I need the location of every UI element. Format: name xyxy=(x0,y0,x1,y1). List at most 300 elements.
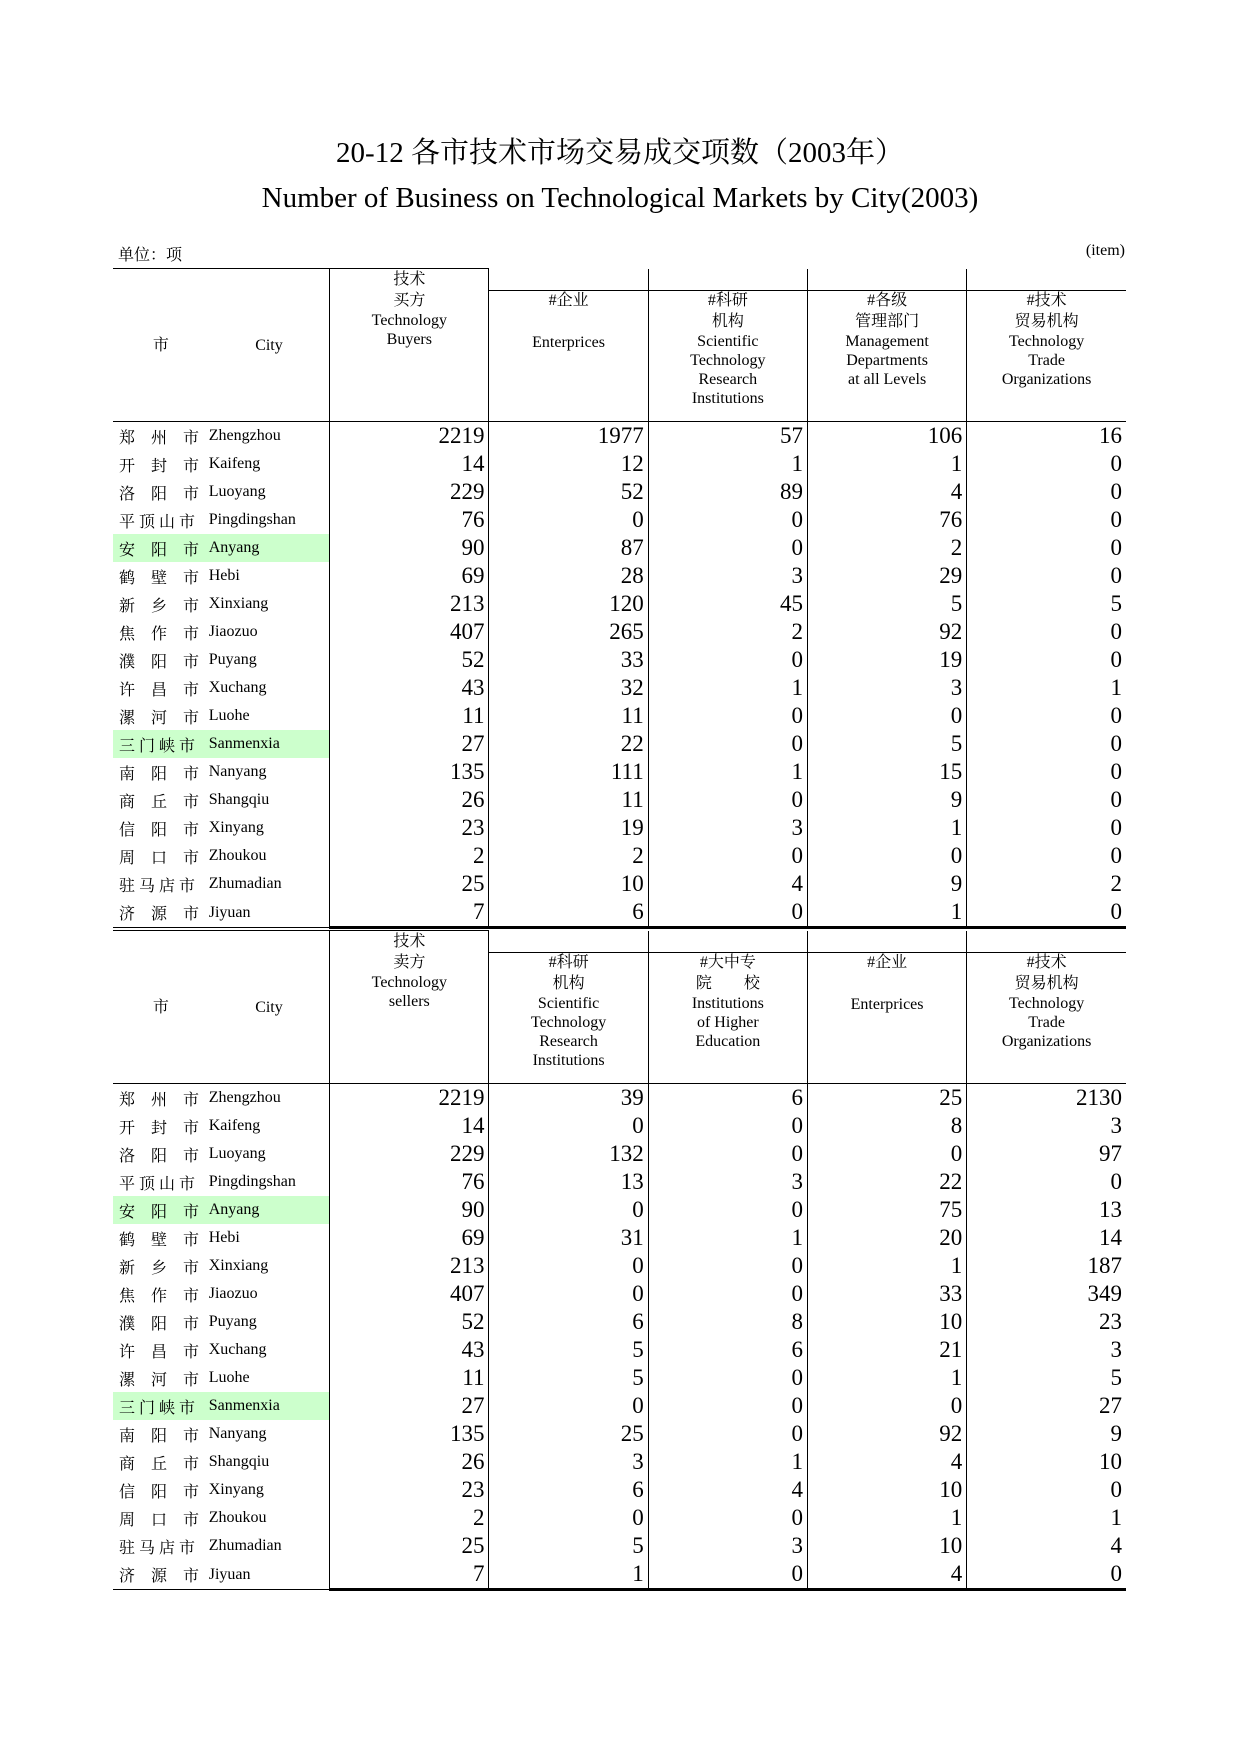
value-cell: 0 xyxy=(648,1252,807,1280)
value-cell: 33 xyxy=(807,1280,966,1308)
value-cell: 29 xyxy=(807,562,966,590)
value-cell: 213 xyxy=(330,1252,489,1280)
table-row xyxy=(113,1280,1126,1308)
city-name-en: Jiaozuo xyxy=(208,623,258,640)
value-cell: 0 xyxy=(967,730,1126,758)
value-cell: 0 xyxy=(648,534,807,562)
city-name-en: Xinxiang xyxy=(208,1257,269,1274)
value-cell: 52 xyxy=(330,1308,489,1336)
column-header-cn: 技术 买方 xyxy=(393,271,426,309)
value-cell: 0 xyxy=(967,506,1126,534)
column-header xyxy=(648,931,807,1084)
city-name-en: Luoyang xyxy=(208,483,266,500)
value-cell: 45 xyxy=(648,590,807,618)
value-cell: 5 xyxy=(489,1532,648,1560)
table-row xyxy=(113,814,1126,842)
value-cell: 4 xyxy=(648,1476,807,1504)
value-cell: 0 xyxy=(489,1112,648,1140)
value-cell: 9 xyxy=(807,870,966,898)
page-title-en: Number of Business on Technological Markets by City(2003) xyxy=(261,182,979,214)
table-row xyxy=(113,1308,1126,1336)
value-cell: 76 xyxy=(330,506,489,534)
city-name-en: Zhengzhou xyxy=(208,1089,281,1106)
city-name-cn: 信 阳 市 xyxy=(119,1483,200,1501)
value-cell: 10 xyxy=(967,1448,1126,1476)
value-cell: 135 xyxy=(330,758,489,786)
city-name-en: Zhoukou xyxy=(208,1509,267,1526)
value-cell: 27 xyxy=(330,1392,489,1420)
value-cell: 6 xyxy=(648,1336,807,1364)
column-header-en: Management Departments at all Levels xyxy=(845,332,929,388)
value-cell: 0 xyxy=(489,1504,648,1532)
value-cell: 0 xyxy=(967,562,1126,590)
value-cell: 3 xyxy=(807,674,966,702)
value-cell: 0 xyxy=(967,534,1126,562)
value-cell: 6 xyxy=(489,1308,648,1336)
value-cell: 19 xyxy=(489,814,648,842)
value-cell: 2219 xyxy=(330,422,489,451)
city-name-cn: 驻 马 店 市 xyxy=(119,877,196,895)
table-row xyxy=(113,1112,1126,1140)
value-cell: 6 xyxy=(648,1084,807,1113)
value-cell: 132 xyxy=(489,1140,648,1168)
value-cell: 265 xyxy=(489,618,648,646)
column-header-cn: #技术 贸易机构 xyxy=(1014,953,1079,992)
value-cell: 3 xyxy=(967,1112,1126,1140)
column-header-en: Scientific Technology Research Institutions xyxy=(690,332,766,407)
table-row xyxy=(113,450,1126,478)
column-header xyxy=(967,269,1126,422)
value-cell: 31 xyxy=(489,1224,648,1252)
column-header-en: Technology sellers xyxy=(371,974,447,1010)
table-row xyxy=(113,562,1126,590)
column-header-cn: #科研 机构 xyxy=(707,291,748,330)
value-cell: 57 xyxy=(648,422,807,451)
value-cell: 4 xyxy=(807,1448,966,1476)
table-row xyxy=(113,702,1126,730)
column-header xyxy=(330,269,489,422)
value-cell: 0 xyxy=(648,1196,807,1224)
city-name-en: Puyang xyxy=(208,651,257,668)
city-name-cn: 南 阳 市 xyxy=(119,765,200,783)
city-name-cn: 焦 作 市 xyxy=(119,625,200,643)
table-row xyxy=(113,1336,1126,1364)
value-cell: 1 xyxy=(807,1252,966,1280)
table-row xyxy=(113,1140,1126,1168)
value-cell: 0 xyxy=(489,506,648,534)
table-row xyxy=(113,1364,1126,1392)
table-row xyxy=(113,478,1126,506)
table-row xyxy=(113,1560,1126,1590)
city-name-en: Nanyang xyxy=(208,763,267,780)
city-name-en: Xinyang xyxy=(208,1481,264,1498)
city-name-cn: 南 阳 市 xyxy=(119,1427,200,1445)
value-cell: 1977 xyxy=(489,422,648,451)
value-cell: 11 xyxy=(330,702,489,730)
table-row xyxy=(113,674,1126,702)
value-cell: 4 xyxy=(807,478,966,506)
value-cell: 92 xyxy=(807,1420,966,1448)
value-cell: 2 xyxy=(330,842,489,870)
city-en-header: City xyxy=(209,931,330,1084)
value-cell: 1 xyxy=(807,1504,966,1532)
city-name-cn: 三 门 峡 市 xyxy=(113,730,209,758)
value-cell: 0 xyxy=(967,1168,1126,1196)
value-cell: 6 xyxy=(489,898,648,928)
column-header-cn: #技术 贸易机构 xyxy=(1014,291,1079,330)
value-cell: 0 xyxy=(648,702,807,730)
value-cell: 7 xyxy=(330,1560,489,1590)
city-name-en: Zhumadian xyxy=(208,1537,282,1554)
value-cell: 0 xyxy=(648,1140,807,1168)
value-cell: 89 xyxy=(648,478,807,506)
table-row xyxy=(113,786,1126,814)
value-cell: 213 xyxy=(330,590,489,618)
value-cell: 32 xyxy=(489,674,648,702)
table-row xyxy=(113,1504,1126,1532)
value-cell: 2 xyxy=(967,870,1126,898)
city-name-en: Kaifeng xyxy=(208,1117,261,1134)
value-cell: 10 xyxy=(807,1476,966,1504)
value-cell: 43 xyxy=(330,674,489,702)
value-cell: 11 xyxy=(489,786,648,814)
city-name-en: Xuchang xyxy=(208,1341,267,1358)
value-cell: 0 xyxy=(648,506,807,534)
city-name-cn: 洛 阳 市 xyxy=(119,485,200,503)
value-cell: 0 xyxy=(967,898,1126,928)
table-row xyxy=(113,1448,1126,1476)
page-title-cn: 20-12 各市技术市场交易成交项数（2003年） xyxy=(336,137,904,169)
city-name-en: Hebi xyxy=(208,1229,240,1246)
column-header-cn: #大中专 院 校 xyxy=(695,953,760,992)
value-cell: 0 xyxy=(967,814,1126,842)
value-cell: 5 xyxy=(807,590,966,618)
value-cell: 1 xyxy=(967,674,1126,702)
value-cell: 90 xyxy=(330,1196,489,1224)
table-row xyxy=(113,842,1126,870)
city-name-cn: 信 阳 市 xyxy=(119,821,200,839)
value-cell: 1 xyxy=(807,898,966,928)
value-cell: 25 xyxy=(330,870,489,898)
value-cell: 0 xyxy=(807,1140,966,1168)
value-cell: 407 xyxy=(330,1280,489,1308)
value-cell: 1 xyxy=(807,450,966,478)
value-cell: 0 xyxy=(967,618,1126,646)
value-cell: 229 xyxy=(330,478,489,506)
value-cell: 0 xyxy=(967,1560,1126,1590)
column-header xyxy=(489,931,648,1084)
column-header xyxy=(648,269,807,422)
city-name-en: Shangqiu xyxy=(208,1453,270,1470)
value-cell: 0 xyxy=(489,1280,648,1308)
value-cell: 111 xyxy=(489,758,648,786)
value-cell: 2130 xyxy=(967,1084,1126,1113)
value-cell: 33 xyxy=(489,646,648,674)
table-row xyxy=(113,758,1126,786)
value-cell: 12 xyxy=(489,450,648,478)
table-row xyxy=(113,590,1126,618)
city-name-cn: 许 昌 市 xyxy=(119,1343,200,1361)
value-cell: 23 xyxy=(967,1308,1126,1336)
value-cell: 5 xyxy=(489,1364,648,1392)
city-name-en: Pingdingshan xyxy=(208,511,296,528)
table-row xyxy=(113,1420,1126,1448)
value-cell: 11 xyxy=(489,702,648,730)
value-cell: 75 xyxy=(807,1196,966,1224)
value-cell: 3 xyxy=(648,814,807,842)
value-cell: 27 xyxy=(967,1392,1126,1420)
column-header-cn: #企业 xyxy=(548,291,589,309)
value-cell: 28 xyxy=(489,562,648,590)
value-cell: 0 xyxy=(967,1476,1126,1504)
value-cell: 0 xyxy=(967,450,1126,478)
city-name-en: Xinxiang xyxy=(208,595,269,612)
city-name-en: Hebi xyxy=(208,567,240,584)
value-cell: 1 xyxy=(807,1364,966,1392)
table-row xyxy=(113,1168,1126,1196)
value-cell: 20 xyxy=(807,1224,966,1252)
column-header xyxy=(489,269,648,422)
value-cell: 5 xyxy=(967,1364,1126,1392)
table-row xyxy=(113,1084,1126,1113)
value-cell: 13 xyxy=(967,1196,1126,1224)
column-header-cn: #企业 xyxy=(867,953,908,971)
city-name-cn: 焦 作 市 xyxy=(119,1287,200,1305)
value-cell: 0 xyxy=(807,842,966,870)
value-cell: 43 xyxy=(330,1336,489,1364)
value-cell: 0 xyxy=(648,1420,807,1448)
value-cell: 0 xyxy=(648,1364,807,1392)
city-name-en: Anyang xyxy=(209,534,330,562)
value-cell: 11 xyxy=(330,1364,489,1392)
value-cell: 0 xyxy=(648,898,807,928)
value-cell: 0 xyxy=(489,1196,648,1224)
column-header-en: Institutions of Higher Education xyxy=(691,994,764,1050)
column-header xyxy=(807,931,966,1084)
value-cell: 0 xyxy=(648,1280,807,1308)
city-name-en: Zhengzhou xyxy=(208,427,281,444)
value-cell: 3 xyxy=(648,1168,807,1196)
city-name-cn: 安 阳 市 xyxy=(113,1196,209,1224)
value-cell: 9 xyxy=(967,1420,1126,1448)
city-name-en: Luohe xyxy=(208,707,250,724)
value-cell: 1 xyxy=(648,1448,807,1476)
city-name-cn: 商 丘 市 xyxy=(119,793,200,811)
column-header-en: Technology Buyers xyxy=(371,312,447,348)
value-cell: 3 xyxy=(489,1448,648,1476)
value-cell: 39 xyxy=(489,1084,648,1113)
value-cell: 0 xyxy=(967,786,1126,814)
column-header-en: Enterprices xyxy=(532,333,605,351)
city-name-cn: 周 口 市 xyxy=(119,849,200,867)
value-cell: 8 xyxy=(648,1308,807,1336)
value-cell: 27 xyxy=(330,730,489,758)
city-cn-header: 市 xyxy=(113,931,209,1084)
table-row xyxy=(113,1224,1126,1252)
unit-label: 单位：项 xyxy=(118,247,183,264)
column-header xyxy=(967,931,1126,1084)
value-cell: 10 xyxy=(807,1532,966,1560)
value-cell: 25 xyxy=(807,1084,966,1113)
value-cell: 3 xyxy=(648,562,807,590)
value-cell: 0 xyxy=(648,1112,807,1140)
buyers-table xyxy=(113,268,1126,929)
column-header-cn: #科研 机构 xyxy=(548,953,589,992)
city-name-cn: 鹤 壁 市 xyxy=(119,569,200,587)
city-name-cn: 漯 河 市 xyxy=(119,1371,200,1389)
value-cell: 69 xyxy=(330,562,489,590)
value-cell: 26 xyxy=(330,786,489,814)
city-name-cn: 济 源 市 xyxy=(113,898,209,928)
value-cell: 1 xyxy=(489,1560,648,1590)
value-cell: 2 xyxy=(330,1504,489,1532)
value-cell: 76 xyxy=(807,506,966,534)
city-name-cn: 济 源 市 xyxy=(113,1560,209,1590)
city-name-en: Puyang xyxy=(208,1313,257,1330)
value-cell: 21 xyxy=(807,1336,966,1364)
value-cell: 87 xyxy=(489,534,648,562)
table-row xyxy=(113,898,1126,928)
value-cell: 52 xyxy=(330,646,489,674)
city-name-en: Zhoukou xyxy=(208,847,267,864)
city-cn-header: 市 xyxy=(113,269,209,422)
city-name-cn: 周 口 市 xyxy=(119,1511,200,1529)
value-cell: 90 xyxy=(330,534,489,562)
city-name-en: Luoyang xyxy=(208,1145,266,1162)
value-cell: 9 xyxy=(807,786,966,814)
value-cell: 1 xyxy=(967,1504,1126,1532)
value-cell: 23 xyxy=(330,1476,489,1504)
city-name-cn: 漯 河 市 xyxy=(119,709,200,727)
table-row xyxy=(113,1252,1126,1280)
table-row xyxy=(113,870,1126,898)
value-cell: 0 xyxy=(648,1504,807,1532)
city-name-cn: 开 封 市 xyxy=(119,1119,200,1137)
value-cell: 25 xyxy=(489,1420,648,1448)
column-header xyxy=(330,931,489,1084)
value-cell: 4 xyxy=(807,1560,966,1590)
value-cell: 0 xyxy=(967,842,1126,870)
city-name-en: Luohe xyxy=(208,1369,250,1386)
value-cell: 15 xyxy=(807,758,966,786)
value-cell: 0 xyxy=(967,646,1126,674)
value-cell: 14 xyxy=(330,1112,489,1140)
value-cell: 2 xyxy=(648,618,807,646)
value-cell: 10 xyxy=(807,1308,966,1336)
value-cell: 6 xyxy=(489,1476,648,1504)
city-en-header: City xyxy=(209,269,330,422)
value-cell: 2 xyxy=(489,842,648,870)
value-cell: 52 xyxy=(489,478,648,506)
table-row xyxy=(113,646,1126,674)
value-cell: 14 xyxy=(967,1224,1126,1252)
column-header-en: Scientific Technology Research Institutions xyxy=(530,994,607,1069)
value-cell: 69 xyxy=(330,1224,489,1252)
value-cell: 14 xyxy=(330,450,489,478)
table-row xyxy=(113,1392,1126,1420)
city-name-cn: 平 顶 山 市 xyxy=(119,1175,196,1193)
table-row xyxy=(113,1532,1126,1560)
value-cell: 1 xyxy=(648,674,807,702)
city-name-cn: 许 昌 市 xyxy=(119,681,200,699)
value-cell: 187 xyxy=(967,1252,1126,1280)
city-name-en: Jiyuan xyxy=(209,1560,330,1590)
value-cell: 0 xyxy=(807,702,966,730)
city-name-cn: 平 顶 山 市 xyxy=(119,513,196,531)
value-cell: 2 xyxy=(807,534,966,562)
value-cell: 0 xyxy=(807,1392,966,1420)
value-cell: 1 xyxy=(648,1224,807,1252)
value-cell: 3 xyxy=(648,1532,807,1560)
city-name-en: Sanmenxia xyxy=(209,730,330,758)
city-name-cn: 新 乡 市 xyxy=(119,597,200,615)
city-name-cn: 濮 阳 市 xyxy=(119,1315,200,1333)
value-cell: 0 xyxy=(648,646,807,674)
table-row xyxy=(113,534,1126,562)
value-cell: 3 xyxy=(967,1336,1126,1364)
city-name-cn: 新 乡 市 xyxy=(119,1259,200,1277)
value-cell: 0 xyxy=(489,1252,648,1280)
city-name-cn: 郑 州 市 xyxy=(119,1091,200,1109)
value-cell: 0 xyxy=(648,730,807,758)
city-name-en: Xinyang xyxy=(208,819,264,836)
city-name-en: Nanyang xyxy=(208,1425,267,1442)
value-cell: 5 xyxy=(967,590,1126,618)
city-name-cn: 洛 阳 市 xyxy=(119,1147,200,1165)
city-name-en: Shangqiu xyxy=(208,791,270,808)
city-name-cn: 濮 阳 市 xyxy=(119,653,200,671)
city-name-cn: 开 封 市 xyxy=(119,457,200,475)
city-name-en: Jiyuan xyxy=(209,898,330,928)
city-name-cn: 驻 马 店 市 xyxy=(119,1539,196,1557)
value-cell: 0 xyxy=(648,842,807,870)
city-name-en: Jiaozuo xyxy=(208,1285,258,1302)
value-cell: 135 xyxy=(330,1420,489,1448)
city-name-en: Zhumadian xyxy=(208,875,282,892)
value-cell: 26 xyxy=(330,1448,489,1476)
value-cell: 0 xyxy=(967,478,1126,506)
value-cell: 23 xyxy=(330,814,489,842)
value-cell: 0 xyxy=(648,1560,807,1590)
value-cell: 0 xyxy=(648,786,807,814)
table-row xyxy=(113,506,1126,534)
value-cell: 97 xyxy=(967,1140,1126,1168)
city-name-en: Pingdingshan xyxy=(208,1173,296,1190)
city-name-en: Xuchang xyxy=(208,679,267,696)
value-cell: 0 xyxy=(967,702,1126,730)
column-header-cn: #各级 管理部门 xyxy=(855,291,920,330)
value-cell: 8 xyxy=(807,1112,966,1140)
value-cell: 19 xyxy=(807,646,966,674)
column-header-en: Technology Trade Organizations xyxy=(1001,994,1092,1050)
value-cell: 4 xyxy=(967,1532,1126,1560)
city-name-cn: 鹤 壁 市 xyxy=(119,1231,200,1249)
city-name-en: Sanmenxia xyxy=(209,1392,330,1420)
value-cell: 5 xyxy=(489,1336,648,1364)
value-cell: 92 xyxy=(807,618,966,646)
value-cell: 25 xyxy=(330,1532,489,1560)
table-row xyxy=(113,422,1126,451)
table-row xyxy=(113,1196,1126,1224)
value-cell: 229 xyxy=(330,1140,489,1168)
value-cell: 1 xyxy=(807,814,966,842)
table-row xyxy=(113,618,1126,646)
value-cell: 76 xyxy=(330,1168,489,1196)
value-cell: 0 xyxy=(967,758,1126,786)
city-name-cn: 商 丘 市 xyxy=(119,1455,200,1473)
city-name-cn: 安 阳 市 xyxy=(113,534,209,562)
city-name-cn: 郑 州 市 xyxy=(119,429,200,447)
